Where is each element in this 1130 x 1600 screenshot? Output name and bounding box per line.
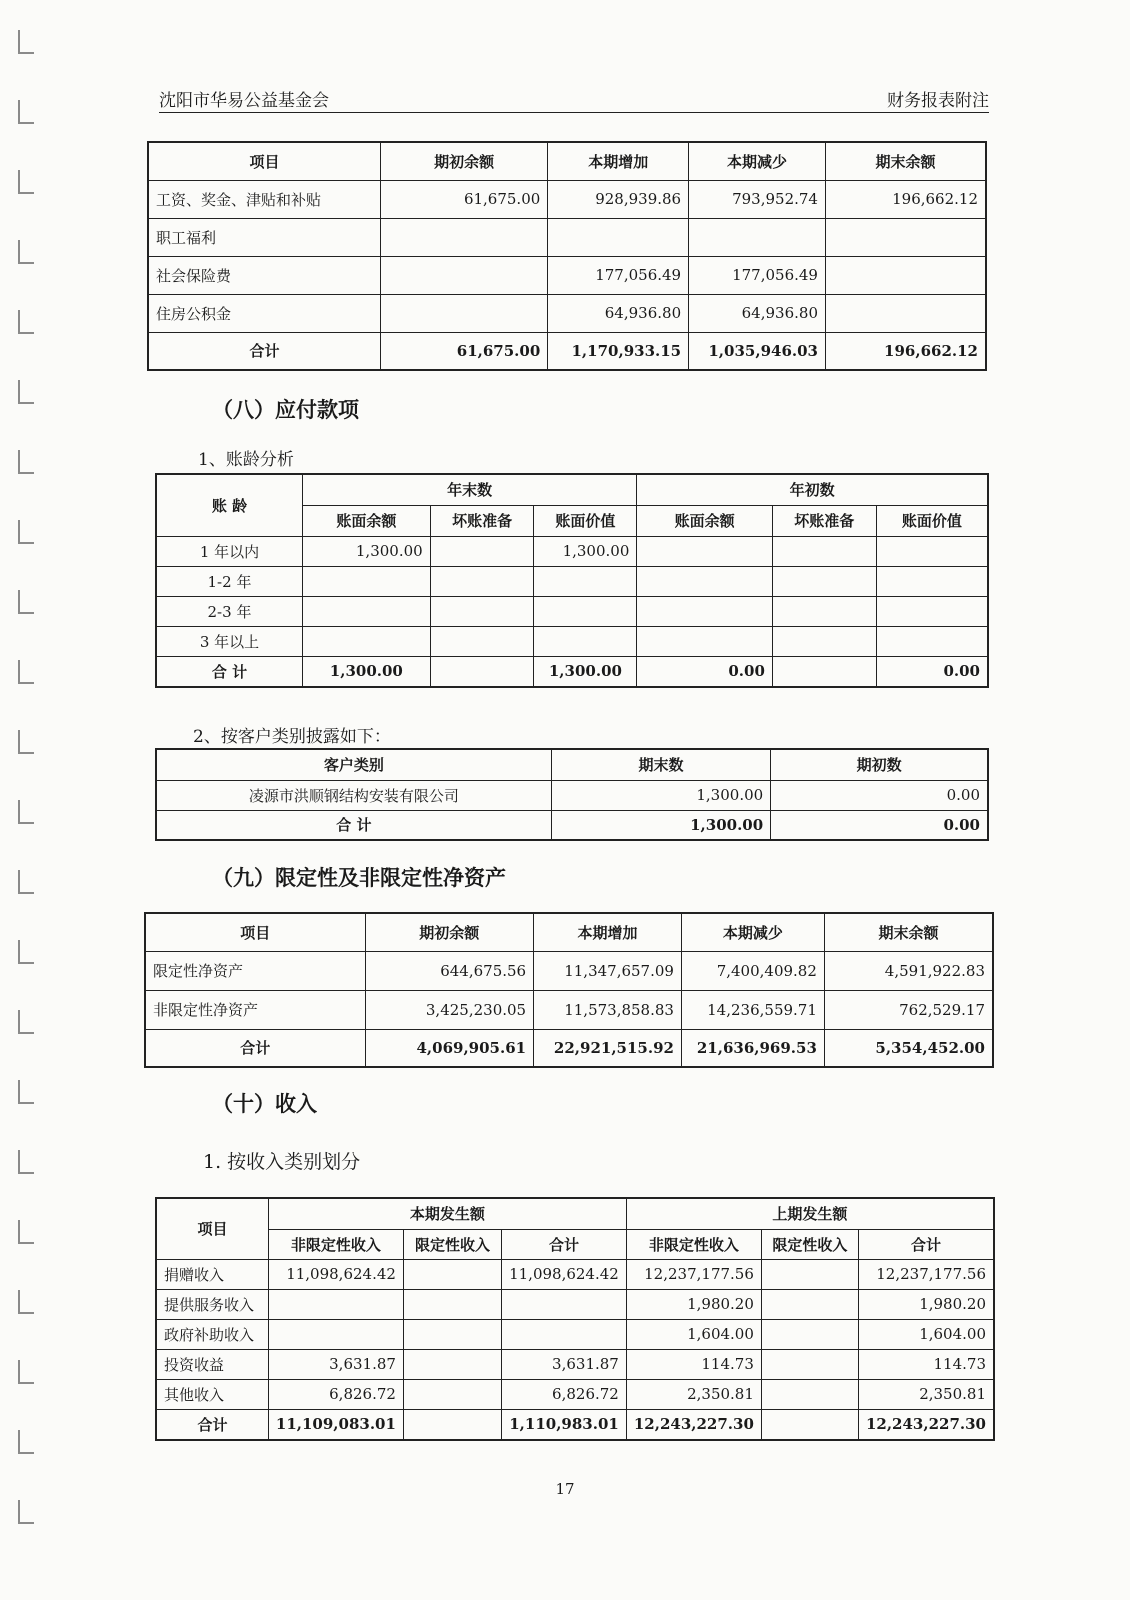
cell: 非限定性净资产	[145, 990, 365, 1029]
col-header: 非限定性收入	[626, 1229, 761, 1259]
table-row	[148, 256, 986, 294]
cell: 0.00	[637, 656, 773, 687]
cell	[534, 566, 637, 596]
cell: 21,636,969.53	[681, 1029, 824, 1067]
cell	[430, 566, 534, 596]
cell: 12,237,177.56	[858, 1259, 994, 1289]
col-header: 本期减少	[681, 913, 824, 951]
cell: 合 计	[156, 810, 551, 840]
group-header: 年初数	[637, 474, 988, 505]
col-header: 限定性收入	[761, 1229, 858, 1259]
cell	[430, 536, 534, 566]
col-header: 账面余额	[637, 505, 773, 536]
cell	[380, 256, 547, 294]
page-header	[159, 86, 989, 113]
corner-header: 项目	[156, 1198, 268, 1259]
total-row	[156, 1409, 994, 1440]
cell: 196,662.12	[825, 180, 986, 218]
cell: 644,675.56	[365, 951, 534, 990]
cell	[430, 626, 534, 656]
cell: 合计	[156, 1409, 268, 1440]
cell: 0.00	[771, 810, 988, 840]
cell	[761, 1379, 858, 1409]
col-header: 合计	[502, 1229, 627, 1259]
customer-table	[155, 748, 989, 841]
col-header: 非限定性收入	[268, 1229, 403, 1259]
cell	[761, 1289, 858, 1319]
cell: 4,069,905.61	[365, 1029, 534, 1067]
cell	[825, 218, 986, 256]
corner-header: 账 龄	[156, 474, 302, 536]
cell: 政府补助收入	[156, 1319, 268, 1349]
col-header: 账面价值	[876, 505, 988, 536]
cell: 3,631.87	[268, 1349, 403, 1379]
cell: 196,662.12	[825, 332, 986, 370]
total-row	[156, 656, 988, 687]
table-row	[156, 596, 988, 626]
cell: 职工福利	[148, 218, 380, 256]
cell: 114.73	[626, 1349, 761, 1379]
cell	[761, 1349, 858, 1379]
cell	[761, 1409, 858, 1440]
cell: 2-3 年	[156, 596, 302, 626]
header-doc: 财务报表附注	[887, 91, 989, 111]
subsection-income: 1. 按收入类别划分	[203, 1151, 361, 1173]
cell	[637, 596, 773, 626]
cell	[876, 596, 988, 626]
cell	[268, 1289, 403, 1319]
cell	[430, 596, 534, 626]
col-header: 合计	[858, 1229, 994, 1259]
cell: 1,170,933.15	[548, 332, 689, 370]
cell	[380, 294, 547, 332]
cell	[876, 626, 988, 656]
cell: 177,056.49	[548, 256, 689, 294]
cell	[772, 536, 876, 566]
cell: 凌源市洪顺钢结构安装有限公司	[156, 780, 551, 810]
group-header: 年末数	[302, 474, 636, 505]
cell	[825, 256, 986, 294]
cell: 7,400,409.82	[681, 951, 824, 990]
table-row	[156, 536, 988, 566]
header-org: 沈阳市华易公益基金会	[159, 91, 329, 111]
cell	[380, 218, 547, 256]
col-header: 期初余额	[380, 142, 547, 180]
cell: 14,236,559.71	[681, 990, 824, 1029]
table-row	[148, 294, 986, 332]
col-header: 期末数	[551, 749, 770, 780]
cell: 1,300.00	[302, 536, 430, 566]
cell: 提供服务收入	[156, 1289, 268, 1319]
table-row	[156, 566, 988, 596]
cell	[403, 1379, 501, 1409]
cell: 1,300.00	[551, 810, 770, 840]
cell: 928,939.86	[548, 180, 689, 218]
cell: 1,604.00	[626, 1319, 761, 1349]
cell: 合计	[148, 332, 380, 370]
cell	[534, 626, 637, 656]
col-header: 坏账准备	[430, 505, 534, 536]
table-row	[156, 1289, 994, 1319]
cell: 64,936.80	[689, 294, 826, 332]
cell	[772, 626, 876, 656]
cell	[637, 536, 773, 566]
total-row	[148, 332, 986, 370]
cell	[548, 218, 689, 256]
cell	[534, 596, 637, 626]
cell: 合计	[145, 1029, 365, 1067]
cell: 投资收益	[156, 1349, 268, 1379]
cell: 1,300.00	[534, 656, 637, 687]
cell	[302, 626, 430, 656]
group-header: 上期发生额	[626, 1198, 994, 1229]
income-table	[155, 1197, 995, 1441]
subsection-customer: 2、按客户类别披露如下：	[193, 727, 391, 747]
cell: 1,300.00	[534, 536, 637, 566]
table-row	[156, 626, 988, 656]
cell: 11,098,624.42	[502, 1259, 627, 1289]
cell	[268, 1319, 403, 1349]
cell: 114.73	[858, 1349, 994, 1379]
cell: 3,425,230.05	[365, 990, 534, 1029]
cell: 1,300.00	[302, 656, 430, 687]
cell: 61,675.00	[380, 332, 547, 370]
aging-table	[155, 473, 989, 688]
cell	[772, 656, 876, 687]
table-row	[145, 951, 993, 990]
col-header: 本期增加	[548, 142, 689, 180]
table-row	[156, 1259, 994, 1289]
cell: 1,980.20	[858, 1289, 994, 1319]
cell: 1,980.20	[626, 1289, 761, 1319]
cell	[302, 566, 430, 596]
cell: 5,354,452.00	[824, 1029, 993, 1067]
group-header: 本期发生额	[268, 1198, 626, 1229]
cell: 0.00	[771, 780, 988, 810]
col-header: 项目	[145, 913, 365, 951]
cell	[772, 566, 876, 596]
payroll-table	[147, 141, 987, 371]
cell: 4,591,922.83	[824, 951, 993, 990]
col-header: 期末余额	[824, 913, 993, 951]
cell: 6,826.72	[502, 1379, 627, 1409]
col-header: 期末余额	[825, 142, 986, 180]
cell: 1,604.00	[858, 1319, 994, 1349]
cell	[502, 1319, 627, 1349]
cell: 1 年以内	[156, 536, 302, 566]
col-header: 客户类别	[156, 749, 551, 780]
cell: 793,952.74	[689, 180, 826, 218]
cell: 0.00	[876, 656, 988, 687]
cell	[403, 1259, 501, 1289]
table-row	[148, 180, 986, 218]
cell	[637, 566, 773, 596]
table-row	[156, 1319, 994, 1349]
col-header: 期初数	[771, 749, 988, 780]
cell: 6,826.72	[268, 1379, 403, 1409]
section-title-10: （十）收入	[212, 1091, 317, 1116]
cell: 11,573,858.83	[534, 990, 682, 1029]
net-assets-table	[144, 912, 994, 1068]
cell: 22,921,515.92	[534, 1029, 682, 1067]
cell	[689, 218, 826, 256]
table-row	[156, 1349, 994, 1379]
cell: 捐赠收入	[156, 1259, 268, 1289]
cell	[637, 626, 773, 656]
cell	[403, 1319, 501, 1349]
col-header: 账面价值	[534, 505, 637, 536]
col-header: 项目	[148, 142, 380, 180]
cell	[403, 1289, 501, 1319]
cell: 177,056.49	[689, 256, 826, 294]
cell: 1,110,983.01	[502, 1409, 627, 1440]
cell: 61,675.00	[380, 180, 547, 218]
cell: 1,035,946.03	[689, 332, 826, 370]
cell: 合 计	[156, 656, 302, 687]
cell: 11,098,624.42	[268, 1259, 403, 1289]
cell: 限定性净资产	[145, 951, 365, 990]
section-title-9: （九）限定性及非限定性净资产	[212, 865, 506, 890]
cell: 2,350.81	[858, 1379, 994, 1409]
col-header: 账面余额	[302, 505, 430, 536]
table-row	[148, 218, 986, 256]
cell	[761, 1319, 858, 1349]
cell	[430, 656, 534, 687]
cell: 12,243,227.30	[626, 1409, 761, 1440]
cell: 住房公积金	[148, 294, 380, 332]
cell: 社会保险费	[148, 256, 380, 294]
table-row	[156, 780, 988, 810]
cell	[772, 596, 876, 626]
cell: 1-2 年	[156, 566, 302, 596]
cell: 64,936.80	[548, 294, 689, 332]
col-header: 本期减少	[689, 142, 826, 180]
cell: 2,350.81	[626, 1379, 761, 1409]
cell: 3 年以上	[156, 626, 302, 656]
cell	[403, 1349, 501, 1379]
cell: 11,109,083.01	[268, 1409, 403, 1440]
binding-margin	[0, 0, 40, 1600]
total-row	[145, 1029, 993, 1067]
cell: 工资、奖金、津贴和补贴	[148, 180, 380, 218]
cell	[302, 596, 430, 626]
col-header: 期初余额	[365, 913, 534, 951]
section-title-8: （八）应付款项	[212, 397, 359, 422]
cell: 3,631.87	[502, 1349, 627, 1379]
cell	[403, 1409, 501, 1440]
cell	[761, 1259, 858, 1289]
cell: 12,243,227.30	[858, 1409, 994, 1440]
cell: 1,300.00	[551, 780, 770, 810]
cell	[825, 294, 986, 332]
table-row	[145, 990, 993, 1029]
cell: 11,347,657.09	[534, 951, 682, 990]
subsection-aging: 1、账龄分析	[198, 450, 294, 470]
total-row	[156, 810, 988, 840]
col-header: 限定性收入	[403, 1229, 501, 1259]
table-row	[156, 1379, 994, 1409]
cell	[876, 536, 988, 566]
col-header: 坏账准备	[772, 505, 876, 536]
page-number: 17	[555, 1480, 575, 1498]
col-header: 本期增加	[534, 913, 682, 951]
cell: 762,529.17	[824, 990, 993, 1029]
cell: 12,237,177.56	[626, 1259, 761, 1289]
cell	[876, 566, 988, 596]
cell: 其他收入	[156, 1379, 268, 1409]
cell	[502, 1289, 627, 1319]
